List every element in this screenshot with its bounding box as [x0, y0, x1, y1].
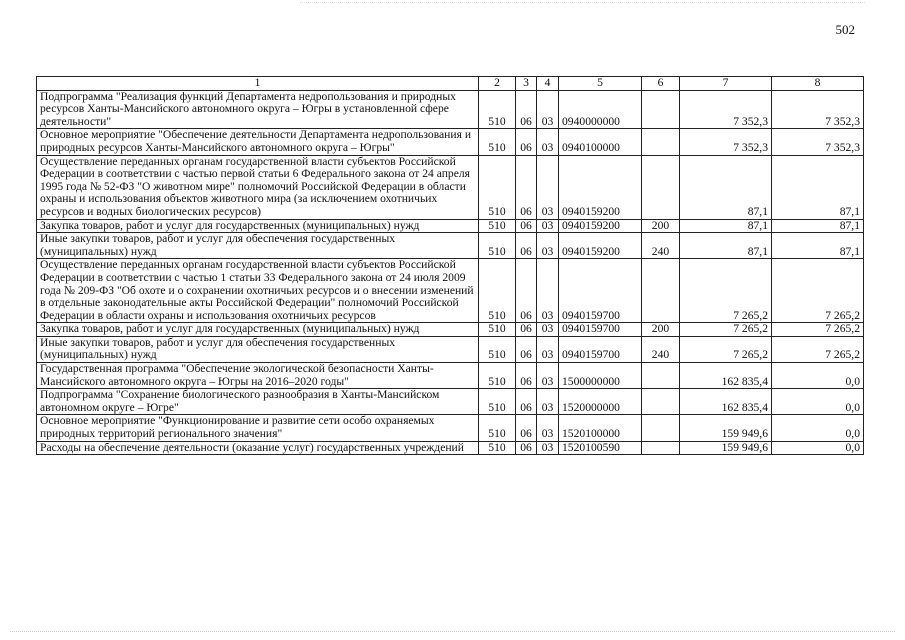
row-name: Расходы на обеспечение деятельности (оказание услуг) государственных учреждений [37, 441, 479, 455]
cell-col-6: 240 [642, 233, 680, 259]
cell-col-7: 87,1 [680, 219, 772, 233]
table-row [37, 323, 864, 337]
cell-col-8: 7 352,3 [772, 129, 864, 155]
cell-col-8: 0,0 [772, 441, 864, 455]
cell-col-5: 1520000000 [559, 389, 642, 415]
cell-col-6 [642, 363, 680, 389]
cell-col-2: 510 [479, 415, 516, 441]
cell-col-8: 0,0 [772, 389, 864, 415]
cell-col-7: 7 352,3 [680, 129, 772, 155]
cell-col-5: 0940159200 [559, 219, 642, 233]
cell-col-7: 162 835,4 [680, 363, 772, 389]
cell-col-6: 200 [642, 219, 680, 233]
table-row [37, 219, 864, 233]
table-row [37, 155, 864, 219]
header-row [37, 77, 864, 91]
cell-col-3: 06 [516, 129, 537, 155]
cell-col-3: 06 [516, 389, 537, 415]
cell-col-8: 87,1 [772, 219, 864, 233]
cell-col-8: 7 265,2 [772, 259, 864, 323]
cell-col-2: 510 [479, 155, 516, 219]
cell-col-4: 03 [537, 219, 559, 233]
cell-col-5: 0940159200 [559, 155, 642, 219]
cell-col-3: 06 [516, 336, 537, 362]
row-name: Закупка товаров, работ и услуг для государственных (муниципальных) нужд [37, 323, 479, 337]
row-name: Осуществление переданных органам государственной власти субъектов Российской Федерации в соответствии с частью первой статьи 6 Федерального закона от 24 апреля 1995 года № 52-ФЗ "О животном мире" полномочий Российской Федерации в области охраны и использования объектов животного мира (за исключением охотничьих ресурсов и водных биологических ресурсов) [37, 155, 479, 219]
cell-col-4: 03 [537, 363, 559, 389]
cell-col-7: 87,1 [680, 155, 772, 219]
row-name: Основное мероприятие "Функционирование и развитие сети особо охраняемых природных территорий регионального значения" [37, 415, 479, 441]
cell-col-4: 03 [537, 155, 559, 219]
header-col-6: 6 [642, 77, 680, 91]
scan-artifact-bottom [10, 631, 895, 632]
header-col-5: 5 [559, 77, 642, 91]
cell-col-6: 200 [642, 323, 680, 337]
cell-col-5: 0940100000 [559, 129, 642, 155]
cell-col-8: 87,1 [772, 155, 864, 219]
cell-col-8: 7 265,2 [772, 336, 864, 362]
cell-col-8: 7 352,3 [772, 90, 864, 129]
cell-col-2: 510 [479, 129, 516, 155]
cell-col-4: 03 [537, 259, 559, 323]
cell-col-6 [642, 441, 680, 455]
table-row [37, 415, 864, 441]
cell-col-8: 7 265,2 [772, 323, 864, 337]
cell-col-6: 240 [642, 336, 680, 362]
cell-col-4: 03 [537, 233, 559, 259]
header-col-2: 2 [479, 77, 516, 91]
cell-col-7: 159 949,6 [680, 441, 772, 455]
cell-col-3: 06 [516, 90, 537, 129]
cell-col-2: 510 [479, 233, 516, 259]
cell-col-8: 0,0 [772, 415, 864, 441]
table-row [37, 129, 864, 155]
cell-col-4: 03 [537, 129, 559, 155]
cell-col-6 [642, 90, 680, 129]
cell-col-5: 0940159200 [559, 233, 642, 259]
cell-col-3: 06 [516, 259, 537, 323]
scan-artifact-top [300, 2, 865, 3]
cell-col-4: 03 [537, 323, 559, 337]
cell-col-4: 03 [537, 389, 559, 415]
cell-col-2: 510 [479, 336, 516, 362]
cell-col-3: 06 [516, 219, 537, 233]
cell-col-6 [642, 155, 680, 219]
cell-col-7: 7 265,2 [680, 259, 772, 323]
cell-col-2: 510 [479, 90, 516, 129]
header-col-3: 3 [516, 77, 537, 91]
cell-col-7: 7 265,2 [680, 323, 772, 337]
table-body [37, 90, 864, 455]
cell-col-8: 0,0 [772, 363, 864, 389]
cell-col-3: 06 [516, 323, 537, 337]
table-row [37, 90, 864, 129]
page-number: 502 [835, 22, 855, 37]
header-col-8: 8 [772, 77, 864, 91]
row-name: Подпрограмма "Реализация функций Департамента недропользования и природных ресурсов Ханты-Мансийского автономного округа – Югры в установленной сфере деятельности" [37, 90, 479, 129]
cell-col-7: 87,1 [680, 233, 772, 259]
cell-col-8: 87,1 [772, 233, 864, 259]
cell-col-6 [642, 259, 680, 323]
row-name: Подпрограмма "Сохранение биологического разнообразия в Ханты-Мансийском автономном округе – Югре" [37, 389, 479, 415]
cell-col-5: 0940000000 [559, 90, 642, 129]
row-name: Государственная программа "Обеспечение экологической безопасности Ханты-Мансийского автономного округа – Югры на 2016–2020 годы" [37, 363, 479, 389]
cell-col-5: 1520100590 [559, 441, 642, 455]
cell-col-7: 7 352,3 [680, 90, 772, 129]
cell-col-3: 06 [516, 155, 537, 219]
row-name: Основное мероприятие "Обеспечение деятельности Департамента недропользования и природных ресурсов Ханты-Мансийского автономного округа – Югры" [37, 129, 479, 155]
cell-col-4: 03 [537, 415, 559, 441]
budget-table [36, 76, 864, 455]
header-col-7: 7 [680, 77, 772, 91]
table-row [37, 259, 864, 323]
header-col-1: 1 [37, 77, 479, 91]
cell-col-2: 510 [479, 389, 516, 415]
cell-col-5: 1500000000 [559, 363, 642, 389]
table-row [37, 441, 864, 455]
cell-col-6 [642, 415, 680, 441]
table-row [37, 389, 864, 415]
cell-col-4: 03 [537, 441, 559, 455]
cell-col-5: 1520100000 [559, 415, 642, 441]
cell-col-7: 159 949,6 [680, 415, 772, 441]
cell-col-6 [642, 129, 680, 155]
cell-col-2: 510 [479, 219, 516, 233]
cell-col-2: 510 [479, 363, 516, 389]
table-row [37, 233, 864, 259]
cell-col-3: 06 [516, 415, 537, 441]
cell-col-3: 06 [516, 233, 537, 259]
row-name: Иные закупки товаров, работ и услуг для обеспечения государственных (муниципальных) нужд [37, 336, 479, 362]
cell-col-7: 7 265,2 [680, 336, 772, 362]
cell-col-5: 0940159700 [559, 323, 642, 337]
row-name: Осуществление переданных органам государственной власти субъектов Российской Федерации в соответствии с частью 1 статьи 33 Федерального закона от 24 июля 2009 года № 209-ФЗ "Об охоте и о сохранении охотничьих ресурсов и о внесении изменений в отдельные законодательные акты Российской Федерации" полномочий Российской Федерации в области охраны и использования охотничьих ресурсов [37, 259, 479, 323]
row-name: Закупка товаров, работ и услуг для государственных (муниципальных) нужд [37, 219, 479, 233]
cell-col-2: 510 [479, 259, 516, 323]
cell-col-5: 0940159700 [559, 336, 642, 362]
cell-col-2: 510 [479, 323, 516, 337]
table-row [37, 363, 864, 389]
cell-col-3: 06 [516, 363, 537, 389]
cell-col-2: 510 [479, 441, 516, 455]
cell-col-7: 162 835,4 [680, 389, 772, 415]
row-name: Иные закупки товаров, работ и услуг для обеспечения государственных (муниципальных) нужд [37, 233, 479, 259]
cell-col-5: 0940159700 [559, 259, 642, 323]
cell-col-3: 06 [516, 441, 537, 455]
cell-col-6 [642, 389, 680, 415]
cell-col-4: 03 [537, 336, 559, 362]
cell-col-4: 03 [537, 90, 559, 129]
header-col-4: 4 [537, 77, 559, 91]
table-row [37, 336, 864, 362]
